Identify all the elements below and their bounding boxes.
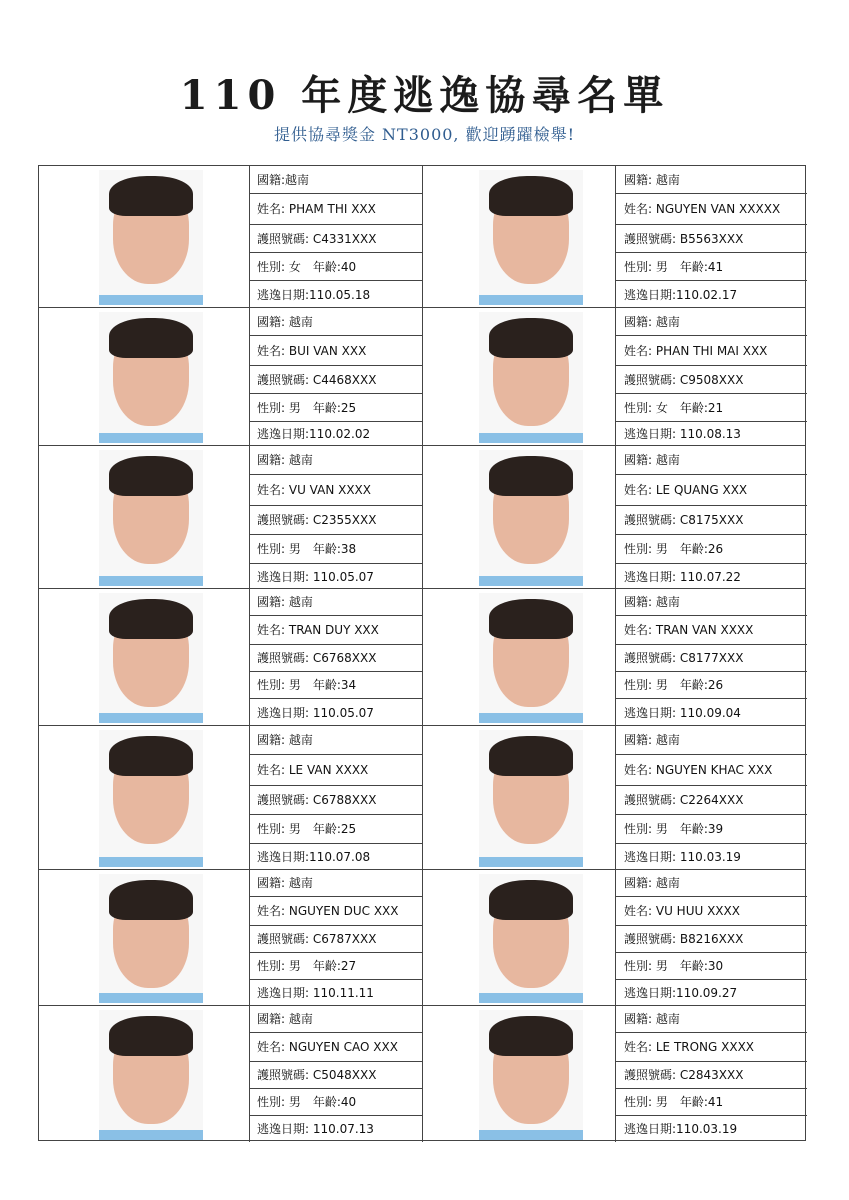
shirt-shape bbox=[479, 295, 583, 305]
name-field-text: 姓名: PHAM THI XXX bbox=[257, 202, 376, 216]
person-card bbox=[39, 589, 423, 725]
info-fields bbox=[249, 589, 422, 725]
escape-date-field-text: 逃逸日期:110.05.18 bbox=[257, 287, 371, 302]
shirt-shape bbox=[99, 433, 203, 443]
passport-field-text: 護照號碼: C8175XXX bbox=[624, 513, 744, 527]
hair-shape bbox=[489, 176, 573, 216]
gender-age-field-text: 性別: 男 年齡:38 bbox=[257, 542, 357, 556]
name-field bbox=[616, 194, 807, 225]
nationality-field bbox=[616, 726, 807, 755]
shirt-shape bbox=[99, 295, 203, 305]
photo-cell bbox=[39, 446, 250, 588]
gender-age-field bbox=[616, 535, 807, 564]
hair-shape bbox=[489, 880, 573, 920]
gender-age-field bbox=[249, 672, 422, 699]
info-fields bbox=[249, 870, 422, 1005]
gender-age-field bbox=[249, 394, 422, 422]
hair-shape bbox=[109, 176, 193, 216]
gender-age-field-text: 性別: 男 年齡:40 bbox=[257, 1095, 357, 1109]
table-row bbox=[39, 308, 805, 446]
name-field bbox=[616, 897, 807, 926]
portrait-photo bbox=[99, 730, 203, 867]
photo-cell bbox=[39, 166, 250, 307]
table-row bbox=[39, 446, 805, 589]
table-row bbox=[39, 1006, 805, 1142]
person-card bbox=[423, 1006, 807, 1142]
person-card bbox=[423, 446, 807, 588]
info-fields bbox=[616, 589, 807, 725]
passport-field-text: 護照號碼: B8216XXX bbox=[624, 932, 744, 946]
nationality-field-text: 國籍: 越南 bbox=[624, 1012, 680, 1026]
name-field-text: 姓名: LE QUANG XXX bbox=[624, 483, 748, 497]
gender-age-field-text: 性別: 男 年齡:30 bbox=[624, 959, 724, 973]
escape-date-field bbox=[249, 980, 422, 1006]
nationality-field-text: 國籍: 越南 bbox=[624, 876, 680, 890]
passport-field bbox=[616, 366, 807, 394]
person-card bbox=[423, 726, 807, 869]
wanted-list-table bbox=[38, 165, 806, 1141]
person-card bbox=[423, 166, 807, 307]
info-fields bbox=[616, 726, 807, 869]
photo-cell bbox=[423, 308, 616, 445]
passport-field bbox=[616, 1062, 807, 1089]
nationality-field bbox=[616, 589, 807, 616]
name-field-text: 姓名: TRAN DUY XXX bbox=[257, 623, 379, 637]
nationality-field-text: 國籍: 越南 bbox=[624, 733, 680, 747]
name-field-text: 姓名: TRAN VAN XXXX bbox=[624, 623, 754, 637]
gender-age-field bbox=[249, 535, 422, 564]
passport-field bbox=[249, 225, 422, 253]
photo-cell bbox=[39, 1006, 250, 1142]
escape-date-field bbox=[616, 564, 807, 589]
info-fields bbox=[249, 308, 422, 445]
name-field bbox=[249, 336, 422, 366]
nationality-field-text: 國籍: 越南 bbox=[257, 733, 313, 747]
name-field-text: 姓名: NGUYEN CAO XXX bbox=[257, 1040, 398, 1054]
info-fields bbox=[616, 308, 807, 445]
passport-field-text: 護照號碼: C6788XXX bbox=[257, 793, 377, 807]
escape-date-field-text: 逃逸日期:110.07.08 bbox=[257, 850, 371, 864]
nationality-field-text: 國籍: 越南 bbox=[624, 172, 680, 187]
escape-date-field-text: 逃逸日期: 110.03.19 bbox=[624, 850, 741, 864]
nationality-field-text: 國籍: 越南 bbox=[624, 595, 680, 609]
photo-cell bbox=[39, 308, 250, 445]
page-title: 110 年度逃逸協尋名單 bbox=[179, 72, 670, 119]
name-field-text: 姓名: PHAN THI MAI XXX bbox=[624, 343, 768, 358]
nationality-field-text: 國籍: 越南 bbox=[624, 314, 680, 329]
hair-shape bbox=[109, 736, 193, 776]
gender-age-field bbox=[616, 394, 807, 422]
name-field bbox=[249, 616, 422, 645]
portrait-photo bbox=[479, 450, 583, 586]
passport-field bbox=[249, 1062, 422, 1089]
gender-age-field-text: 性別: 女 年齡:21 bbox=[624, 400, 724, 415]
table-row bbox=[39, 589, 805, 726]
portrait-photo bbox=[479, 312, 583, 443]
nationality-field bbox=[616, 308, 807, 336]
escape-date-field-text: 逃逸日期: 110.09.04 bbox=[624, 705, 741, 720]
nationality-field-text: 國籍:越南 bbox=[257, 172, 310, 187]
photo-cell bbox=[423, 589, 616, 725]
nationality-field-text: 國籍: 越南 bbox=[624, 453, 680, 467]
shirt-shape bbox=[479, 857, 583, 867]
hair-shape bbox=[109, 1016, 193, 1056]
escape-date-field-text: 逃逸日期: 110.07.22 bbox=[624, 569, 741, 584]
passport-field-text: 護照號碼: C2264XXX bbox=[624, 793, 744, 807]
nationality-field-text: 國籍: 越南 bbox=[257, 1012, 313, 1026]
gender-age-field-text: 性別: 男 年齡:39 bbox=[624, 822, 724, 836]
photo-cell bbox=[39, 589, 250, 725]
passport-field bbox=[249, 366, 422, 394]
nationality-field bbox=[249, 726, 422, 755]
portrait-photo bbox=[479, 1010, 583, 1140]
name-field bbox=[616, 475, 807, 506]
name-field bbox=[249, 897, 422, 926]
portrait-photo bbox=[479, 874, 583, 1003]
hair-shape bbox=[109, 456, 193, 496]
person-card bbox=[423, 870, 807, 1005]
name-field bbox=[249, 1033, 422, 1062]
passport-field-text: 護照號碼: C9508XXX bbox=[624, 372, 744, 387]
portrait-photo bbox=[99, 312, 203, 443]
escape-date-field bbox=[616, 1116, 807, 1142]
name-field bbox=[616, 1033, 807, 1062]
passport-field-text: 護照號碼: C8177XXX bbox=[624, 651, 744, 665]
nationality-field-text: 國籍: 越南 bbox=[257, 453, 313, 467]
nationality-field bbox=[249, 166, 422, 194]
hair-shape bbox=[489, 736, 573, 776]
name-field bbox=[616, 616, 807, 645]
escape-date-field bbox=[616, 281, 807, 308]
name-field-text: 姓名: NGUYEN KHAC XXX bbox=[624, 763, 773, 777]
shirt-shape bbox=[479, 1130, 583, 1140]
hair-shape bbox=[489, 599, 573, 639]
name-field bbox=[249, 755, 422, 786]
photo-cell bbox=[423, 166, 616, 307]
info-fields bbox=[249, 446, 422, 588]
passport-field-text: 護照號碼: C6787XXX bbox=[257, 932, 377, 946]
passport-field-text: 護照號碼: C4468XXX bbox=[257, 372, 377, 387]
person-card bbox=[423, 308, 807, 445]
escape-date-field-text: 逃逸日期: 110.07.13 bbox=[257, 1122, 374, 1136]
photo-cell bbox=[423, 1006, 616, 1142]
passport-field bbox=[616, 225, 807, 253]
passport-field-text: 護照號碼: C6768XXX bbox=[257, 651, 377, 665]
table-row bbox=[39, 166, 805, 308]
hair-shape bbox=[489, 456, 573, 496]
name-field bbox=[616, 755, 807, 786]
shirt-shape bbox=[479, 713, 583, 723]
portrait-photo bbox=[99, 450, 203, 586]
gender-age-field bbox=[249, 253, 422, 281]
hair-shape bbox=[489, 1016, 573, 1056]
escape-date-field bbox=[249, 422, 422, 446]
nationality-field-text: 國籍: 越南 bbox=[257, 595, 313, 609]
shirt-shape bbox=[99, 993, 203, 1003]
name-field-text: 姓名: NGUYEN VAN XXXXX bbox=[624, 202, 781, 216]
name-field-text: 姓名: LE TRONG XXXX bbox=[624, 1040, 755, 1054]
name-field-text: 姓名: NGUYEN DUC XXX bbox=[257, 904, 399, 918]
hair-shape bbox=[109, 880, 193, 920]
escape-date-field bbox=[249, 1116, 422, 1142]
gender-age-field-text: 性別: 男 年齡:41 bbox=[624, 259, 724, 274]
name-field bbox=[616, 336, 807, 366]
passport-field bbox=[616, 786, 807, 815]
nationality-field-text: 國籍: 越南 bbox=[257, 314, 313, 329]
photo-cell bbox=[423, 870, 616, 1005]
name-field-text: 姓名: VU HUU XXXX bbox=[624, 904, 740, 918]
photo-cell bbox=[423, 726, 616, 869]
name-field-text: 姓名: LE VAN XXXX bbox=[257, 763, 369, 777]
shirt-shape bbox=[99, 1130, 203, 1140]
shirt-shape bbox=[99, 857, 203, 867]
escape-date-field-text: 逃逸日期:110.03.19 bbox=[624, 1122, 738, 1136]
passport-field bbox=[249, 645, 422, 672]
nationality-field bbox=[616, 446, 807, 475]
person-card bbox=[39, 870, 423, 1005]
info-fields bbox=[616, 1006, 807, 1142]
nationality-field bbox=[249, 589, 422, 616]
passport-field bbox=[616, 506, 807, 535]
person-card bbox=[423, 589, 807, 725]
person-card bbox=[39, 446, 423, 588]
passport-field bbox=[616, 645, 807, 672]
gender-age-field-text: 性別: 男 年齡:25 bbox=[257, 400, 357, 415]
gender-age-field-text: 性別: 女 年齡:40 bbox=[257, 259, 357, 274]
shirt-shape bbox=[479, 993, 583, 1003]
person-card bbox=[39, 726, 423, 869]
escape-date-field bbox=[616, 699, 807, 726]
nationality-field bbox=[616, 870, 807, 897]
nationality-field bbox=[249, 308, 422, 336]
info-fields bbox=[249, 166, 422, 307]
escape-date-field-text: 逃逸日期: 110.05.07 bbox=[257, 705, 374, 720]
shirt-shape bbox=[99, 576, 203, 586]
nationality-field bbox=[249, 446, 422, 475]
portrait-photo bbox=[479, 730, 583, 867]
gender-age-field bbox=[616, 953, 807, 980]
portrait-photo bbox=[99, 170, 203, 305]
nationality-field bbox=[616, 166, 807, 194]
portrait-photo bbox=[99, 1010, 203, 1140]
gender-age-field-text: 性別: 男 年齡:41 bbox=[624, 1095, 724, 1109]
passport-field-text: 護照號碼: C2843XXX bbox=[624, 1068, 744, 1082]
info-fields bbox=[249, 1006, 422, 1142]
passport-field-text: 護照號碼: C4331XXX bbox=[257, 231, 377, 246]
hair-shape bbox=[489, 318, 573, 358]
gender-age-field bbox=[249, 1089, 422, 1116]
name-field-text: 姓名: VU VAN XXXX bbox=[257, 483, 371, 497]
name-field bbox=[249, 475, 422, 506]
shirt-shape bbox=[479, 576, 583, 586]
reward-subtitle: 提供協尋獎金 NT3000, 歡迎踴躍檢舉! bbox=[273, 125, 576, 144]
info-fields bbox=[616, 166, 807, 307]
escape-date-field bbox=[616, 422, 807, 446]
name-field-text: 姓名: BUI VAN XXX bbox=[257, 343, 367, 358]
passport-field bbox=[249, 926, 422, 953]
shirt-shape bbox=[99, 713, 203, 723]
escape-date-field-text: 逃逸日期:110.02.02 bbox=[257, 427, 371, 441]
gender-age-field bbox=[616, 253, 807, 281]
passport-field bbox=[249, 506, 422, 535]
table-row bbox=[39, 726, 805, 870]
hair-shape bbox=[109, 599, 193, 639]
nationality-field-text: 國籍: 越南 bbox=[257, 876, 313, 890]
person-card bbox=[39, 166, 423, 307]
name-field bbox=[249, 194, 422, 225]
escape-date-field bbox=[616, 844, 807, 870]
gender-age-field bbox=[249, 953, 422, 980]
passport-field-text: 護照號碼: C2355XXX bbox=[257, 513, 377, 527]
escape-date-field bbox=[249, 844, 422, 870]
info-fields bbox=[616, 446, 807, 588]
nationality-field bbox=[249, 870, 422, 897]
escape-date-field bbox=[249, 281, 422, 308]
gender-age-field bbox=[616, 1089, 807, 1116]
nationality-field bbox=[616, 1006, 807, 1033]
person-card bbox=[39, 1006, 423, 1142]
gender-age-field bbox=[616, 672, 807, 699]
escape-date-field-text: 逃逸日期: 110.08.13 bbox=[624, 427, 741, 441]
passport-field-text: 護照號碼: C5048XXX bbox=[257, 1068, 377, 1082]
escape-date-field bbox=[249, 699, 422, 726]
shirt-shape bbox=[479, 433, 583, 443]
gender-age-field bbox=[249, 815, 422, 844]
portrait-photo bbox=[99, 874, 203, 1003]
passport-field bbox=[616, 926, 807, 953]
escape-date-field-text: 逃逸日期:110.09.27 bbox=[624, 986, 738, 1000]
portrait-photo bbox=[479, 593, 583, 723]
portrait-photo bbox=[99, 593, 203, 723]
escape-date-field bbox=[616, 980, 807, 1006]
hair-shape bbox=[109, 318, 193, 358]
info-fields bbox=[249, 726, 422, 869]
escape-date-field-text: 逃逸日期: 110.05.07 bbox=[257, 569, 374, 584]
passport-field-text: 護照號碼: B5563XXX bbox=[624, 231, 744, 246]
info-fields bbox=[616, 870, 807, 1005]
escape-date-field bbox=[249, 564, 422, 589]
escape-date-field-text: 逃逸日期: 110.11.11 bbox=[257, 986, 374, 1000]
passport-field bbox=[249, 786, 422, 815]
gender-age-field-text: 性別: 男 年齡:25 bbox=[257, 822, 357, 836]
photo-cell bbox=[423, 446, 616, 588]
gender-age-field-text: 性別: 男 年齡:26 bbox=[624, 542, 724, 556]
photo-cell bbox=[39, 870, 250, 1005]
nationality-field bbox=[249, 1006, 422, 1033]
person-card bbox=[39, 308, 423, 445]
escape-date-field-text: 逃逸日期:110.02.17 bbox=[624, 287, 738, 302]
table-row bbox=[39, 870, 805, 1006]
gender-age-field-text: 性別: 男 年齡:26 bbox=[624, 678, 724, 692]
gender-age-field bbox=[616, 815, 807, 844]
portrait-photo bbox=[479, 170, 583, 305]
gender-age-field-text: 性別: 男 年齡:27 bbox=[257, 959, 357, 973]
photo-cell bbox=[39, 726, 250, 869]
gender-age-field-text: 性別: 男 年齡:34 bbox=[257, 678, 357, 692]
